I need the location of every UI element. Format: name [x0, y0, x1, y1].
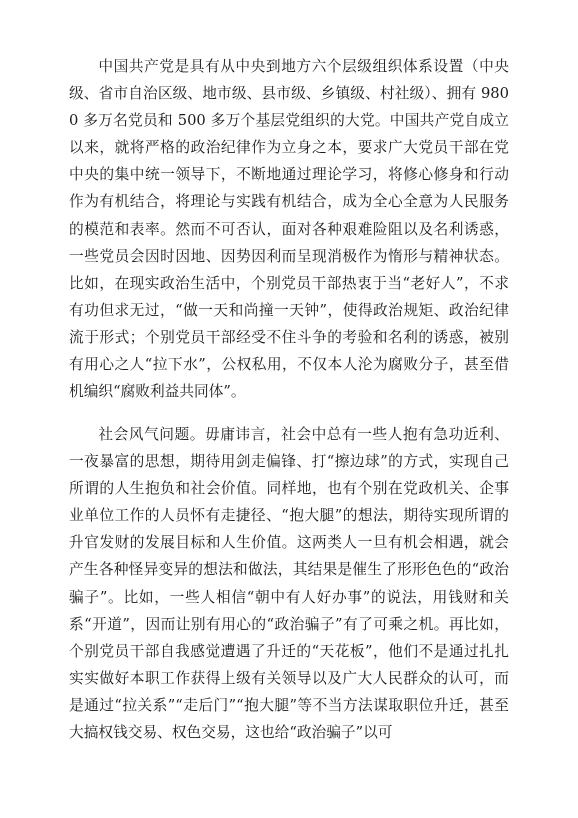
- body-paragraph-1: 中国共产党是具有从中央到地方六个层级组织体系设置（中央级、省市自治区级、地市级、县市级、乡镇级、村社级）、拥有 9800 多万名党员和 500 多万个基层党组织的大党。中国共产党自成立以来，就将严格的政治纪律作为立身之本，要求广大党员干部在党中央的集中统一领导下，不断地通过理论学习，将修心修身和行动作为有机结合，将理论与实践有机结合，成为全心全意为人民服务的模范和表率。然而不可否认，面对各种艰难险阻以及名利诱惑，一些党员会因时因地、因势因利而呈现消极作为惰形与精神状态。比如，在现实政治生活中，个别党员干部热衷于当“老好人”，不求有功但求无过，“做一天和尚撞一天钟”，使得政治规矩、政治纪律流于形式；个别党员干部经受不住斗争的考验和名利的诱惑，被别有用心之人“拉下水”，公权私用，不仅本人沦为腐败分子，甚至借机编织“腐败利益共同体”。: [69, 58, 509, 401]
- body-paragraph-2: 社会风气问题。毋庸讳言，社会中总有一些人抱有急功近利、一夜暴富的思想，期待用剑走偏锋、打“擦边球”的方式，实现自己所谓的人生抱负和社会价值。同样地，也有个别在党政机关、企事业单位工作的人员怀有走捷径、“抱大腿”的想法，期待实现所谓的升官发财的发展目标和人生价值。这两类人一旦有机会相遇，就会产生各种怪异变异的想法和做法，其结果是催生了形形色色的“政治骗子”。比如，一些人相信“朝中有人好办事”的说法，用钱财和关系“开道”，因而让别有用心的“政治骗子”有了可乘之机。再比如，个别党员干部自我感觉遭遇了升迁的“天花板”，他们不是通过扎扎实实做好本职工作获得上级有关领导以及广大人民群众的认可，而是通过“拉关系”“走后门”“抱大腿”等不当方法谋取职位升迁，甚至大搞权钱交易、权色交易，这也给“政治骗子”以可: [69, 426, 509, 742]
